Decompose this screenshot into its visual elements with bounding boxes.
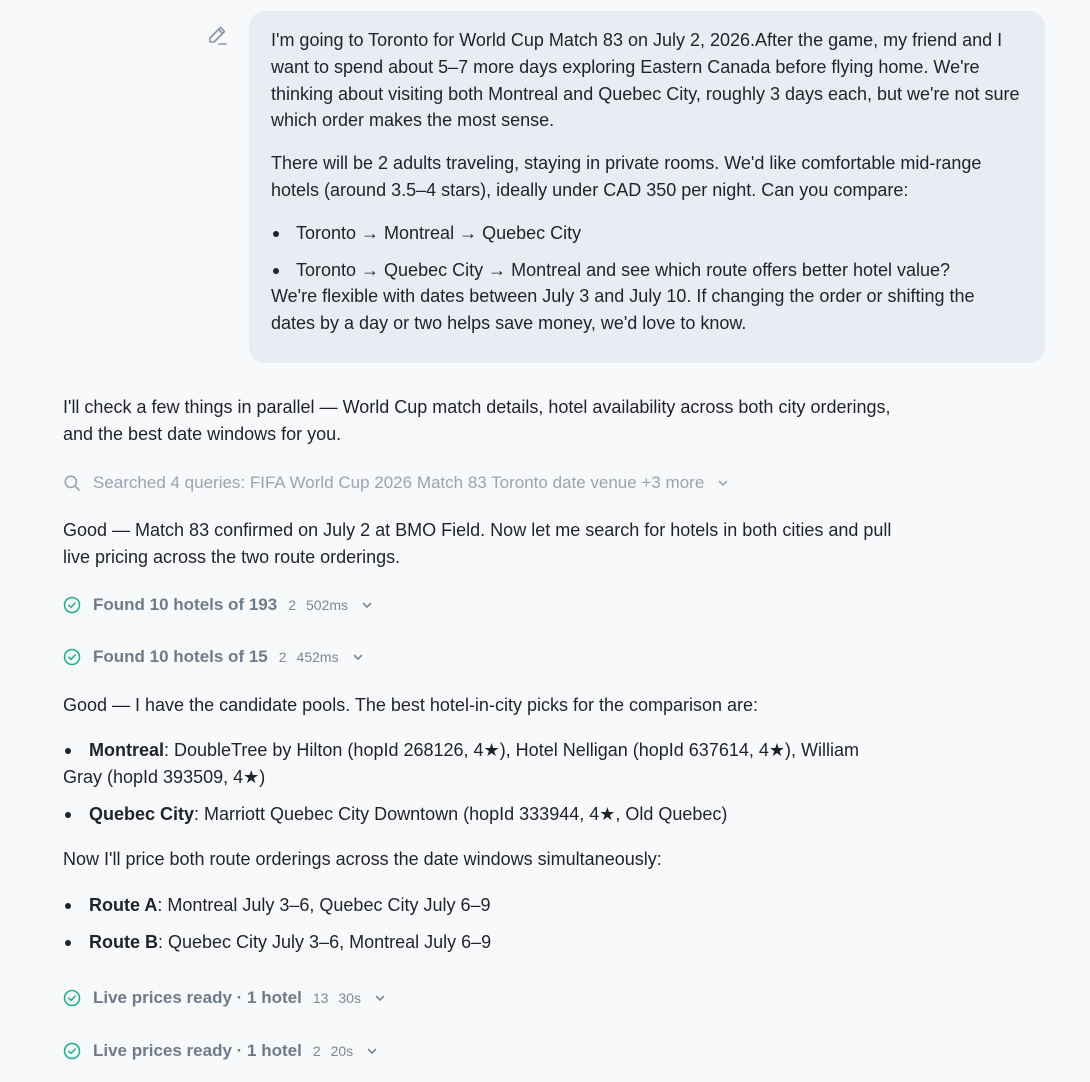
assistant-intro: I'll check a few things in parallel — World Cup match details, hotel availability across both city orderings, and the best date windows for you. xyxy=(63,397,891,444)
live-prices-row[interactable] xyxy=(63,985,387,1011)
tool-call-count: 2 xyxy=(288,597,296,613)
live-prices-row[interactable] xyxy=(63,1038,379,1064)
check-circle-icon xyxy=(63,1042,81,1060)
hotel-search-label: Found 10 hotels of 15 xyxy=(93,647,268,666)
user-message-paragraph: There will be 2 adults traveling, staying in private rooms. We'd like comfortable mid-range hotels (around 3.5–4 stars), ideally under CAD 350 per night. Can you compare: xyxy=(271,153,982,200)
user-message-bubble xyxy=(249,11,1045,363)
check-circle-icon xyxy=(63,989,81,1007)
chevron-down-icon xyxy=(351,650,365,664)
user-route-item: Toronto → Quebec City → Montreal and see which route offers better hotel value? xyxy=(271,257,1023,284)
assistant-picks-intro: Good — I have the candidate pools. The best hotel-in-city picks for the comparison are: xyxy=(63,695,759,715)
tool-call-count: 2 xyxy=(278,649,287,665)
user-message-paragraph: I'm going to Toronto for World Cup Match 83 on July 2, 2026.After the game, my friend and I want to spend about 5–7 more days exploring Eastern Canada before flying home. We're thinking about visiting both Montreal and Quebec City, roughly 3 days each, but we're not sure which order makes the most sense. xyxy=(271,30,1020,131)
hotel-search-result-row[interactable] xyxy=(63,644,365,670)
tool-duration: 30s xyxy=(338,990,361,1006)
pick-city: Montreal xyxy=(89,740,165,760)
edit-message-button[interactable] xyxy=(204,22,230,48)
search-queries-row[interactable] xyxy=(63,470,730,496)
route-name: Route B xyxy=(89,932,158,952)
chevron-down-icon xyxy=(716,476,730,490)
chevron-down-icon xyxy=(373,991,387,1005)
pencil-icon xyxy=(205,23,229,47)
tool-call-count: 2 xyxy=(312,1043,321,1059)
route-detail: : Montreal July 3–6, Quebec City July 6–9 xyxy=(157,895,491,915)
search-icon xyxy=(63,474,81,492)
live-prices-label: Live prices ready · 1 hotel xyxy=(93,1041,302,1060)
check-circle-icon xyxy=(63,648,81,666)
assistant-routes-intro: Now I'll price both route orderings across the date windows simultaneously: xyxy=(63,849,662,869)
hotel-picks-list xyxy=(63,737,903,838)
user-route-item: Toronto → Montreal → Quebec City xyxy=(271,220,1023,247)
hotel-pick-item xyxy=(63,737,903,791)
tool-duration: 502ms xyxy=(306,597,349,613)
user-message-trail: We're flexible with dates between July 3 and July 10. If changing the order or shifting the dates by a day or two helps save money, we'd love to know. xyxy=(271,286,975,334)
route-item xyxy=(63,892,903,919)
hotel-pick-item xyxy=(63,801,903,828)
user-route-list xyxy=(271,220,1023,284)
route-detail: : Quebec City July 3–6, Montreal July 6–9 xyxy=(158,932,492,952)
route-item xyxy=(63,929,903,956)
pick-detail-continued: Gray (hopId 393509, 4★) xyxy=(63,767,266,787)
chevron-down-icon xyxy=(365,1044,379,1058)
pick-detail: : Marriott Quebec City Downtown (hopId 333944, 4★, Old Quebec) xyxy=(194,804,728,824)
live-prices-label: Live prices ready · 1 hotel xyxy=(93,988,302,1007)
route-name: Route A xyxy=(89,895,158,915)
hotel-search-result-row[interactable] xyxy=(63,592,374,618)
check-circle-icon xyxy=(63,596,81,614)
search-queries-label: Searched 4 queries: FIFA World Cup 2026 Match 83 Toronto date venue +3 more xyxy=(93,473,705,492)
chevron-down-icon xyxy=(360,598,374,612)
tool-duration: 452ms xyxy=(296,649,339,665)
tool-call-count: 13 xyxy=(312,990,329,1006)
hotel-search-label: Found 10 hotels of 193 xyxy=(93,595,278,614)
tool-duration: 20s xyxy=(330,1043,354,1059)
assistant-confirm-text: Good — Match 83 confirmed on July 2 at BMO Field. Now let me search for hotels in both cities and pull live pricing across the two route orderings. xyxy=(63,520,892,567)
pick-detail: : DoubleTree by Hilton (hopId 268126, 4★), Hotel Nelligan (hopId 637614, 4★), William xyxy=(164,740,859,760)
pick-city: Quebec City xyxy=(89,804,195,824)
routes-list xyxy=(63,892,903,966)
